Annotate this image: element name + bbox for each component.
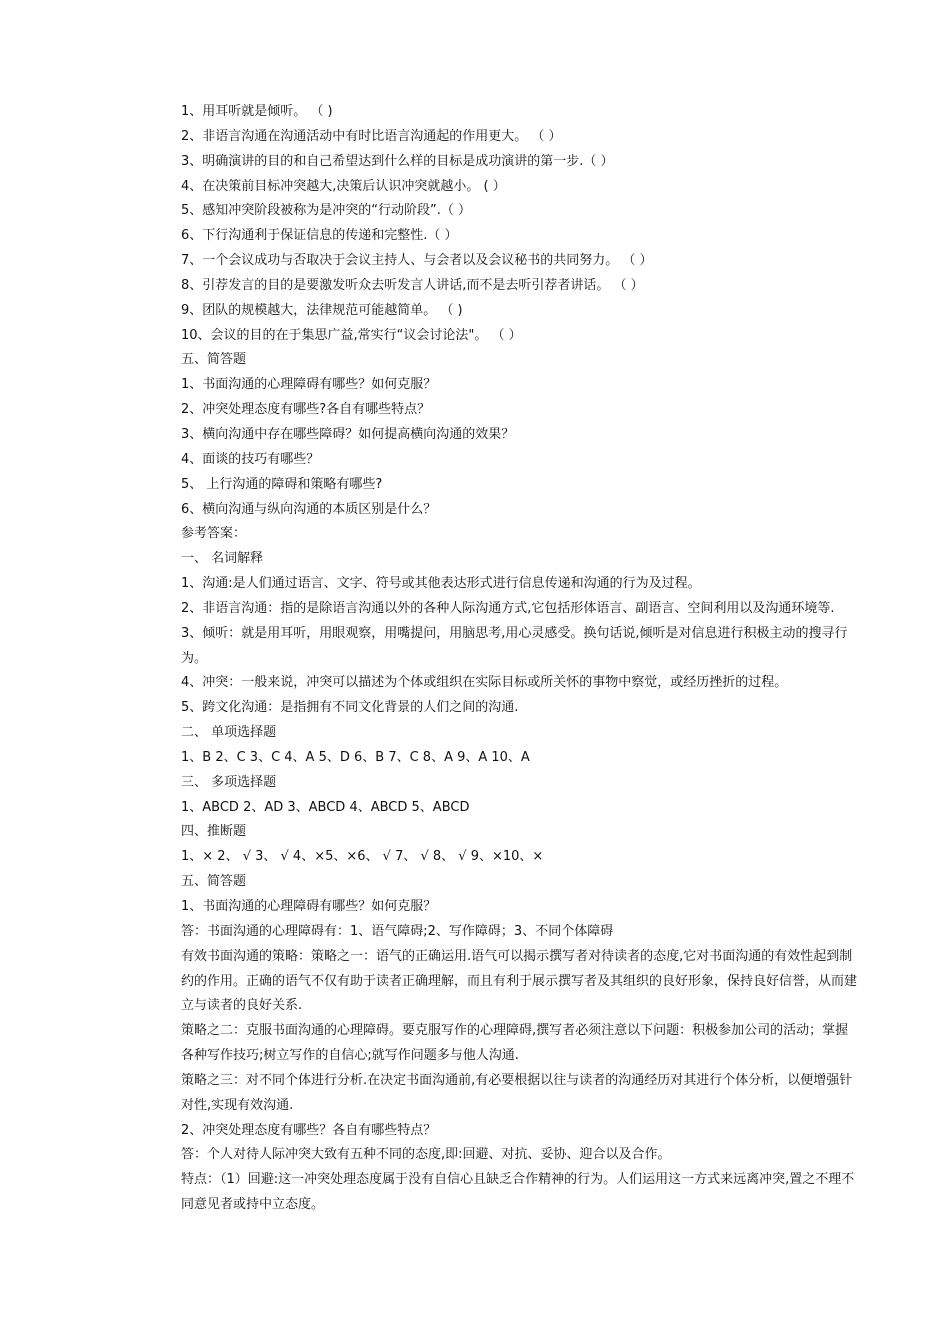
- tf-question-4: 4、在决策前目标冲突越大,决策后认识冲突就越小。 ( ）: [181, 178, 506, 194]
- section2-answers: 1、B 2、C 3、C 4、A 5、D 6、B 7、C 8、A 9、A 10、A: [181, 749, 530, 765]
- answers-heading: 参考答案：: [181, 526, 247, 542]
- tf-question-9: 9、团队的规模越大，法律规范可能越简单。 （ ): [181, 302, 463, 318]
- section1-heading: 一、 名词解释: [181, 551, 264, 567]
- q2-answer-intro: 答：个人对待人际冲突大致有五种不同的态度,即:回避、对抗、妥协、迎合以及合作。: [181, 1147, 671, 1163]
- definition-4: 4、冲突：一般来说，冲突可以描述为个体或组织在实际目标或所关怀的事物中察觉，或经历挫折的过程。: [181, 675, 788, 691]
- section2-heading: 二、 单项选择题: [181, 725, 277, 741]
- tf-question-1: 1、用耳听就是倾听。 （ ): [181, 104, 333, 119]
- tf-question-6: 6、下行沟通利于保证信息的传递和完整性.（ ）: [181, 228, 458, 244]
- definition-1: 1、沟通:是人们通过语言、文字、符号或其他表达形式进行信息传递和沟通的行为及过程。: [181, 576, 701, 592]
- q1-title: 1、书面沟通的心理障碍有哪些？如何克服？: [181, 899, 437, 914]
- tf-question-8: 8、引荐发言的目的是要激发听众去听发言人讲话,而不是去听引荐者讲话。 （ ）: [181, 277, 644, 293]
- q1-answer-intro: 答：书面沟通的心理障碍有：1、语气障碍;2、写作障碍；3、不同个体障碍: [181, 923, 614, 939]
- tf-question-5: 5、感知冲突阶段被称为是冲突的“行动阶段”.（ ）: [181, 203, 472, 219]
- tf-question-10: 10、会议的目的在于集思广益,常实行“议会讨论法"。 （ ）: [181, 327, 522, 343]
- short-answer-question-3: 3、横向沟通中存在哪些障碍？如何提高横向沟通的效果？: [181, 426, 515, 442]
- section4-answers: 1、× 2、 √ 3、 √ 4、×5、×6、 √ 7、 √ 8、 √ 9、×10、×: [181, 849, 544, 865]
- definition-3: 3、倾听：就是用耳听，用眼观察，用嘴提问，用脑思考,用心灵感受。换句话说,倾听是对信息进行积极主动的搜寻行为。: [181, 625, 848, 666]
- q2-title: 2、冲突处理态度有哪些？各自有哪些特点？: [181, 1122, 437, 1138]
- section3-answers: 1、ABCD 2、AD 3、ABCD 4、ABCD 5、ABCD: [181, 799, 470, 815]
- short-answer-question-6: 6、横向沟通与纵向沟通的本质区别是什么？: [181, 501, 437, 517]
- q1-strategy-2: 策略之二：克服书面沟通的心理障碍。要克服写作的心理障碍,撰写者必须注意以下问题：积极参加公司的活动；掌握各种写作技巧;树立写作的自信心;就写作问题多与他人沟通.: [181, 1023, 849, 1064]
- short-answer-question-5: 5、 上行沟通的障碍和策略有哪些?: [181, 476, 383, 492]
- tf-question-3: 3、明确演讲的目的和自己希望达到什么样的目标是成功演讲的第一步.（ ）: [181, 153, 614, 169]
- short-answer-question-2: 2、冲突处理态度有哪些?各自有哪些特点？: [181, 402, 431, 418]
- tf-question-2: 2、非语言沟通在沟通活动中有时比语言沟通起的作用更大。 （ ）: [181, 128, 562, 144]
- short-answer-question-1: 1、书面沟通的心理障碍有哪些？如何克服？: [181, 377, 437, 393]
- short-answer-heading: 五、简答题: [181, 352, 247, 368]
- section4-heading: 四、推断题: [181, 824, 247, 840]
- section5-heading: 五、简答题: [181, 874, 247, 890]
- q2-features: 特点：（1）回避:这一冲突处理态度属于没有自信心且缺乏合作精神的行为。人们运用这一方式来远离冲突,置之不理不同意见者或持中立态度。: [181, 1172, 855, 1213]
- q1-strategy-3: 策略之三：对不同个体进行分析.在决定书面沟通前,有必要根据以往与读者的沟通经历对其进行个体分析，以便增强针对性,实现有效沟通.: [181, 1072, 853, 1113]
- section3-heading: 三、 多项选择题: [181, 774, 277, 790]
- short-answer-question-4: 4、面谈的技巧有哪些？: [181, 451, 320, 467]
- tf-question-7: 7、一个会议成功与否取决于会议主持人、与会者以及会议秘书的共同努力。 （ ）: [181, 253, 653, 269]
- definition-5: 5、跨文化沟通：是指拥有不同文化背景的人们之间的沟通.: [181, 700, 519, 716]
- q1-strategy-1: 有效书面沟通的策略：策略之一：语气的正确运用.语气可以揭示撰写者对待读者的态度,它对书面沟通的有效性起到制约的作用。正确的语气不仅有助于读者正确理解，而且有利于展示撰写者及其组织的良好形象，保持良好信誉，从而建立与读者的良好关系.: [181, 948, 858, 1014]
- definition-2: 2、非语言沟通：指的是除语言沟通以外的各种人际沟通方式,它包括形体语言、副语言、空间利用以及沟通环境等.: [181, 600, 835, 616]
- document-page: [181, 100, 861, 1218]
